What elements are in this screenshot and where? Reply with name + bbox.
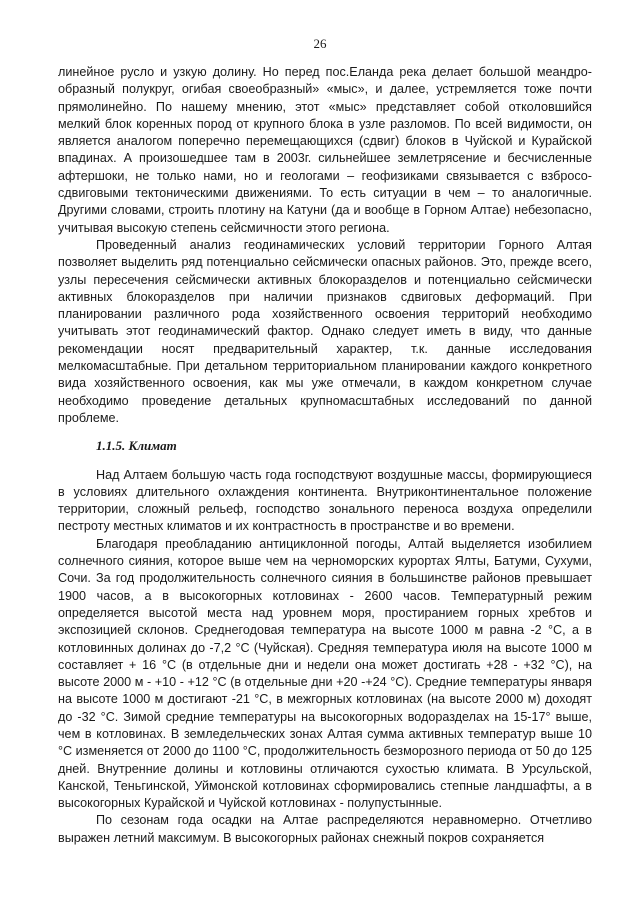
paragraph-precipitation: По сезонам года осадки на Алтае распределяются неравномерно. Отчетливо выражен летний максимум. В высокогорных районах снежный покров сохраняется xyxy=(58,813,592,845)
paragraph-seismic-block: линейное русло и узкую долину. Но перед пос.Еланда река делает большой меандро-образный полукруг, огибая своеобразный» «мыс», и далее, устремляется тоже почти прямолинейно. По нашему мнению, этот «мыс» представляет собой отколовшийся мелкий блок коренных пород от крупного блока в узле разломов. По всей видимости, он является аналогом поперечно перемещающихся (сдвиг) блоков в Чуйской и Курайской впадинах. А произошедшее там в 2003г. сильнейшее землетрясение и бесчисленные афтершоки, не только нами, но и геологами – геофизиками связывается с взбросо-сдвиговыми тектоническими движениями. То есть ситуации в чем – то аналогичные. Другими словами, строить плотину на Катуни (да и вообще в Горном Алтае) небезопасно, учитывая высокую степень сейсмичности этого региона. xyxy=(58,65,592,235)
page-number: 26 xyxy=(313,36,327,51)
paragraph-air-masses: Над Алтаем большую часть года господствуют воздушные массы, формирующиеся в условиях длительного охлаждения континента. Внутриконтинентальное положение территории, сложный рельеф, господство зонального переноса воздуха определили пестроту местных климатов и их контрастность в пространстве и во времени. xyxy=(58,467,592,534)
paragraph-geodynamic-analysis: Проведенный анализ геодинамических условий территории Горного Алтая позволяет выделить ряд потенциально сейсмически опасных районов. Это, прежде всего, узлы пересечения сейсмически активных блокоразделов и потенциально сейсмически активных блокоразделов при наличии признаков сдвиговых деформаций. При планировании различного рода хозяйственного освоения территорий необходимо учитывать этот геодинамический фактор. Однако следует иметь в виду, что данные рекомендации носят предварительный характер, т.к. данные исследования мелкомасштабные. При детальном территориальном планировании каждого конкретного вида хозяйственного освоения, как мы уже отмечали, в каждом конкретном случае необходимо проведение детальных крупномасштабных исследований по данной проблеме. xyxy=(58,237,592,425)
paragraph-sunshine-temperature: Благодаря преобладанию антициклонной погоды, Алтай выделяется изобилием солнечного сияния, которое выше чем на черноморских курортах Ялты, Батуми, Сухуми, Сочи. За год продолжительность солнечного сияния в большинстве районов превышает 1900 часов, а в высокогорных котловинах - 2600 часов. Температурный режим определяется высотой места над уровнем моря, простиранием горных хребтов и экспозицией склонов. Среднегодовая температура на высоте 1000 м равна -2 °С, а в котловинных долинах до -7,2 °С (Чуйская). Средняя температура июля на высоте 1000 м составляет + 16 °С (в отдельные дни и недели она может достигать +28 - +32 °С), на высоте 2000 м - +10 - +12 °С (в отдельные дни +20 -+24 °С). Средние температуры января на высоте 1000 м достигают -21 °С, в межгорных котловинах (на высоте 2000 м) доходят до -32 °С. Зимой средние температуры на высокогорных водоразделах на 15-17° выше, чем в котловинах. В земледельческих зонах Алтая сумма активных температур выше 10 °С изменяется от 2000 до 1100 °С, продолжительность безморозного периода от 50 до 125 дней. Внутренние долины и котловины отличаются сухостью климата. В Урсульской, Канской, Теньгинской, Уймонской котловинах сформировались степные ландшафты, а в высокогорных Курайской и Чуйской котловинах - полупустынные. xyxy=(58,536,592,811)
body-text xyxy=(58,64,592,847)
section-heading-climate: 1.1.5. Климат xyxy=(96,438,177,454)
